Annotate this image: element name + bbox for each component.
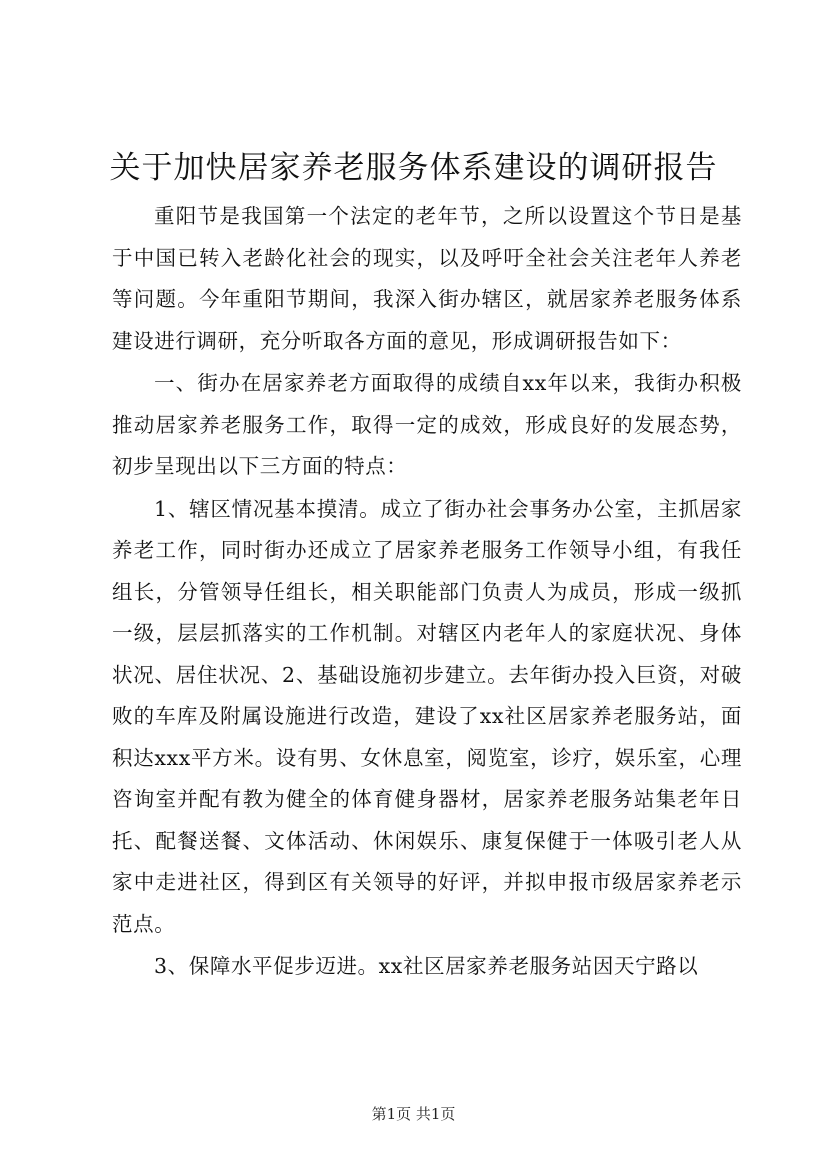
paragraph-point-one: 1、辖区情况基本摸清。成立了街办社会事务办公室，主抓居家养老工作，同时街办还成立了居家养老服务工作领导小组，有我任组长，分管领导任组长，相关职能部门负责人为成员，形成一级抓一级，层层抓落实的工作机制。对辖区内老年人的家庭状况、身体状况、居住状况、2、基础设施初步建立。去年街办投入巨资，对破败的车库及附属设施进行改造，建设了xx社区居家养老服务站，面积达xxx平方米。设有男、女休息室，阅览室，诊疗，娱乐室，心理咨询室并配有教为健全的体育健身器材，居家养老服务站集老年日托、配餐送餐、文体活动、休闲娱乐、康复保健于一体吸引老人从家中走进社区，得到区有关领导的好评，并拟申报市级居家养老示范点。 [112,496,742,936]
paragraph-section-one: 一、街办在居家养老方面取得的成绩自xx年以来，我街办积极推动居家养老服务工作，取得一定的成效，形成良好的发展态势，初步呈现出以下三方面的特点： [112,371,742,478]
paragraph-intro: 重阳节是我国第一个法定的老年节，之所以设置这个节日是基于中国已转入老龄化社会的现实，以及呼吁全社会关注老年人养老等问题。今年重阳节期间，我深入街办辖区，就居家养老服务体系建设进行调研，充分听取各方面的意见，形成调研报告如下： [112,204,742,353]
paragraph-point-three: 3、保障水平促步迈进。xx社区居家养老服务站因天宁路以 [154,954,699,978]
page-number-footer: 第1页 共1页 [371,1105,456,1123]
document-title: 关于加快居家养老服务体系建设的调研报告 [109,150,718,186]
document-body [112,196,742,988]
